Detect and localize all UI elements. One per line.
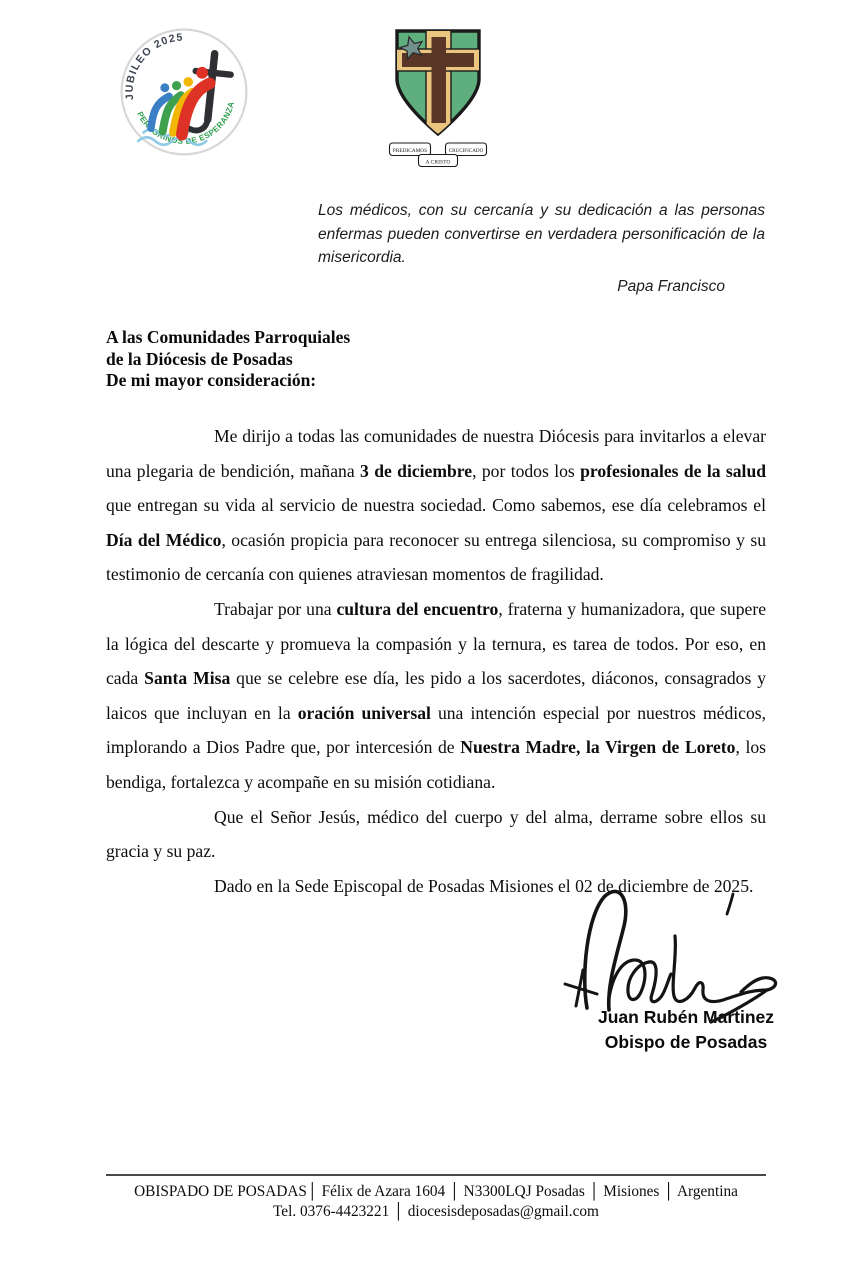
crest-motto-bottom: A CRISTO — [425, 159, 451, 166]
body-paragraph: Me dirijo a todas las comunidades de nuestra Diócesis para invitarlos a elevar una plegaria de bendición, mañana 3 de diciembre, por todos los profesionales de la salud que entregan su vida al servicio de nuestra sociedad. Como sabemos, ese día celebramos el Día del Médico, ocasión propicia para reconocer su entrega silenciosa, su compromiso y su testimonio de cercanía con quienes atraviesan momentos de fragilidad. — [106, 426, 767, 585]
jubilee-2025-logo — [120, 28, 248, 156]
body-paragraph: Dado en la Sede Episcopal de Posadas Misiones el 02 de diciembre de 2025. — [214, 875, 754, 896]
signature-block — [586, 1005, 786, 1055]
body-paragraph: Que el Señor Jesús, médico del cuerpo y del alma, derrame sobre ellos su gracia y su paz. — [106, 806, 766, 862]
letterhead-footer — [106, 1174, 766, 1221]
crest-motto-ribbon — [390, 143, 487, 167]
papal-quote-block — [318, 199, 765, 298]
jubilee-arc-bottom-text: PEREGRINOS DE ESPERANZA — [135, 100, 237, 146]
signer-title: Obispo de Posadas — [604, 1032, 768, 1052]
addressee-line: de la Diócesis de Posadas — [106, 348, 293, 369]
signature-cross-stroke — [565, 970, 597, 1006]
crest-motto-right: CRUCIFICADO — [448, 147, 484, 154]
footer-address-line: OBISPADO DE POSADAS│ Félix de Azara 1604 │ N3300LQJ Posadas │ Misiones │ Argentina — [134, 1183, 738, 1200]
body-paragraph: Trabajar por una cultura del encuentro, fraterna y humanizadora, que supere la lógica del descarte y promueva la compasión y la ternura, es tarea de todos. Por eso, en cada Santa Misa que se celebre ese día, les pido a los sacerdotes, diáconos, consagrados y laicos que incluyan en la oración universal una intención especial por nuestros médicos, implorando a Dios Padre que, por intercesión de Nuestra Madre, la Virgen de Loreto, los bendiga, fortalezca y acompañe en su misión cotidiana. — [106, 598, 767, 792]
quote-attribution: Papa Francisco — [617, 277, 725, 295]
addressee-line: A las Comunidades Parroquiales — [106, 327, 351, 347]
papal-quote-text: Los médicos, con su cercanía y su dedicación a las personas enfermas pueden convertirse en verdadera personificación de la misericordia. — [318, 202, 765, 266]
addressee-line: De mi mayor consideración: — [106, 370, 317, 390]
crest-motto-left: PREDICAMOS — [392, 147, 428, 154]
signer-name: Juan Rubén Martinez — [598, 1007, 774, 1027]
diocese-crest-logo — [384, 24, 492, 172]
jubilee-arc-top-text: JUBILEO 2025 — [123, 31, 185, 101]
footer-rule — [106, 1174, 766, 1176]
footer-contact-line: Tel. 0376-4423221 │ diocesisdeposadas@gmail.com — [273, 1202, 599, 1220]
addressee-block — [106, 327, 350, 392]
letter-body — [106, 419, 766, 903]
